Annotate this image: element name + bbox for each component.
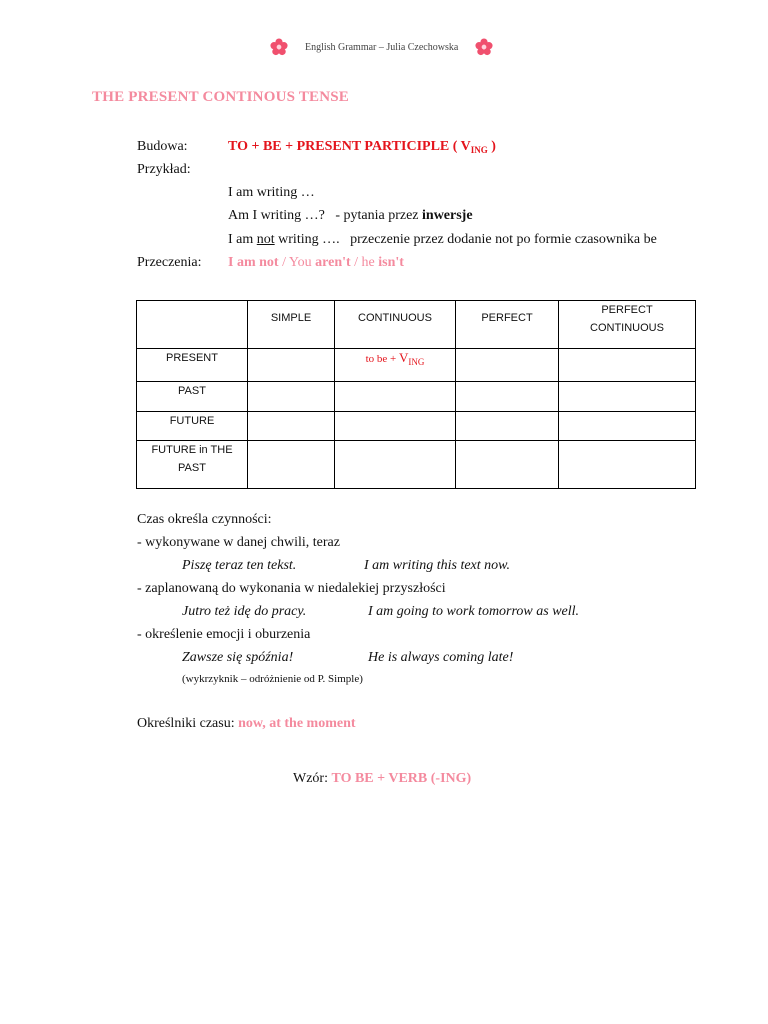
example-neg-not: not <box>256 232 275 247</box>
flower-icon <box>475 38 493 56</box>
usage-item-2: - zaplanowaną do wykonania w niedalekiej przyszłości <box>137 581 446 596</box>
usage-example-1-en: I am writing this text now. <box>364 558 510 573</box>
example-question: Am I writing …? <box>228 208 325 223</box>
table-row <box>137 349 696 382</box>
usage-intro: Czas określa czynności: <box>137 512 272 527</box>
usage-note: (wykrzyknik – odróżnienie od P. Simple) <box>182 673 363 685</box>
example-neg-b: writing …. <box>278 232 340 247</box>
time-markers-label: Określniki czasu: <box>137 716 235 731</box>
budowa-v: V <box>460 139 471 154</box>
row-label: FUTURE <box>137 412 248 441</box>
table-header-cell: CONTINUOUS <box>335 301 456 349</box>
example-line-2 <box>228 208 473 224</box>
usage-item-3: - określenie emocji i oburzenia <box>137 627 311 642</box>
budowa-label: Budowa: <box>137 139 188 154</box>
usage-example-3-en: He is always coming late! <box>368 650 514 665</box>
continuous-v: V <box>399 350 409 365</box>
row-label: PRESENT <box>137 349 248 382</box>
tense-table <box>136 300 696 489</box>
row-label: PAST <box>137 382 248 412</box>
flower-icon <box>270 38 288 56</box>
przeczenia-values <box>228 255 404 271</box>
table-cell <box>456 382 559 412</box>
usage-example-1-pl: Piszę teraz ten tekst. <box>182 558 297 573</box>
table-row <box>137 382 696 412</box>
table-cell <box>248 441 335 489</box>
negation-2: aren't <box>315 255 351 270</box>
usage-example-2-en: I am going to work tomorrow as well. <box>368 604 580 619</box>
page-title: THE PRESENT CONTINOUS TENSE <box>92 89 350 105</box>
table-cell <box>335 412 456 441</box>
table-cell <box>456 412 559 441</box>
table-cell <box>248 412 335 441</box>
table-header-cell: PERFECT CONTINUOUS <box>559 301 696 349</box>
pattern-value: TO BE + VERB (-ING) <box>331 771 472 786</box>
table-row <box>137 441 696 489</box>
table-header-row <box>137 301 696 349</box>
time-markers-value: now, at the moment <box>238 716 356 731</box>
usage-example-2-pl: Jutro też idę do pracy. <box>182 604 307 619</box>
row-label: FUTURE in THE PAST <box>137 441 248 489</box>
table-cell <box>559 441 696 489</box>
pattern <box>293 771 471 787</box>
table-cell <box>559 412 696 441</box>
negation-sep-1: / You <box>282 255 312 270</box>
example-question-note: - pytania przez <box>335 208 419 223</box>
negation-3: isn't <box>378 255 404 270</box>
table-cell <box>335 441 456 489</box>
example-question-keyword: inwersje <box>422 208 473 223</box>
przeczenia-label: Przeczenia: <box>137 255 202 270</box>
table-cell <box>456 349 559 382</box>
table-cell <box>335 349 456 382</box>
table-cell <box>559 349 696 382</box>
example-neg-a: I am <box>228 232 254 247</box>
table-cell <box>456 441 559 489</box>
budowa-formula-prefix: TO + BE + PRESENT PARTICIPLE ( <box>228 139 458 154</box>
negation-sep-2: / he <box>354 255 375 270</box>
budowa-sub: ING <box>470 145 488 155</box>
usage-example-3-pl: Zawsze się spóźnia! <box>182 650 294 665</box>
example-line-3 <box>228 232 657 248</box>
table-header-cell: SIMPLE <box>248 301 335 349</box>
table-cell <box>335 382 456 412</box>
pattern-label: Wzór: <box>293 771 328 786</box>
continuous-sub: ING <box>408 357 425 367</box>
example-line-1: I am writing … <box>228 185 315 200</box>
przyklad-label: Przykład: <box>137 162 191 177</box>
continuous-prefix: to be + <box>365 353 399 365</box>
table-cell <box>248 349 335 382</box>
table-cell <box>559 382 696 412</box>
table-header-cell: PERFECT <box>456 301 559 349</box>
table-row <box>137 412 696 441</box>
usage-item-1: - wykonywane w danej chwili, teraz <box>137 535 340 550</box>
table-cell <box>248 382 335 412</box>
budowa-formula-suffix: ) <box>491 139 496 154</box>
budowa-formula <box>228 139 496 155</box>
example-neg-note: przeczenie przez dodanie not po formie czasownika be <box>350 232 657 247</box>
table-header-cell <box>137 301 248 349</box>
negation-1: I am not <box>228 255 279 270</box>
time-markers <box>137 716 356 732</box>
header-text: English Grammar – Julia Czechowska <box>305 42 459 53</box>
